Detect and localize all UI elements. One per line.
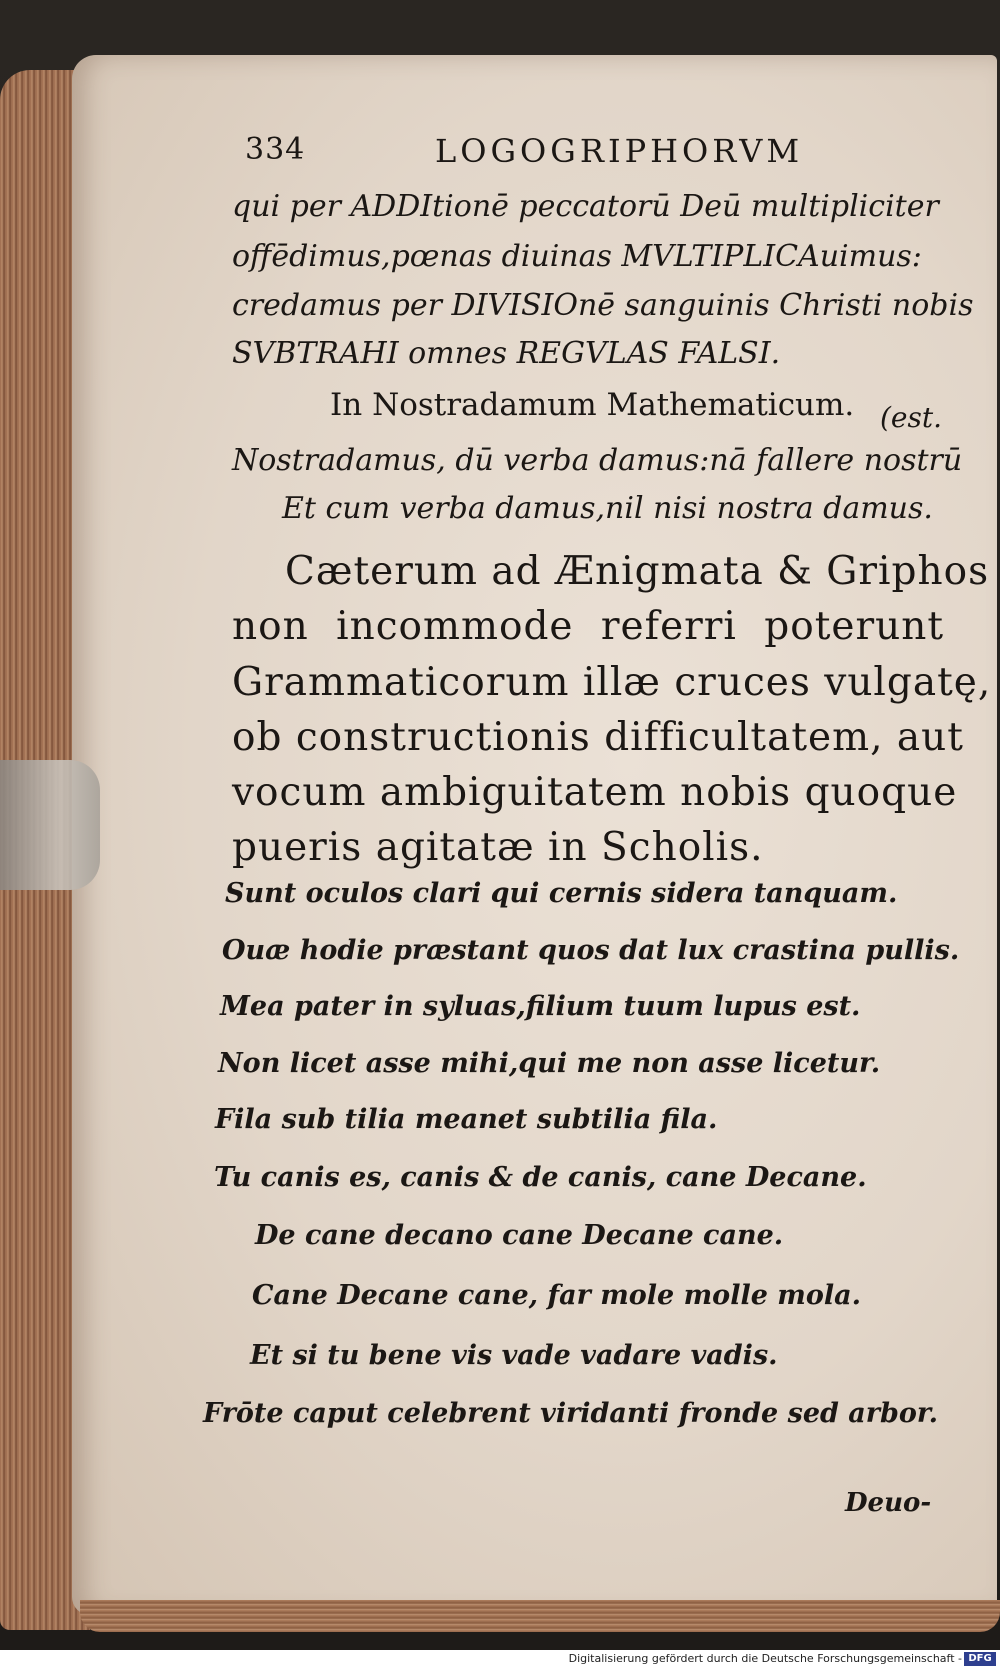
- verse-line: Non licet asse mihi,qui me non asse licetur.: [218, 1048, 881, 1079]
- text-line: Et cum verba damus,nil nisi nostra damus.: [282, 491, 933, 526]
- footer-bar: [0, 1650, 1000, 1669]
- bookmark-clip: [0, 760, 100, 890]
- verse-line: Et si tu bene vis vade vadare vadis.: [250, 1340, 778, 1371]
- paragraph-line: vocum ambiguitatem nobis quoque: [232, 770, 958, 815]
- verse-line: Cane Decane cane, far mole molle mola.: [252, 1280, 862, 1311]
- verse-line: Mea pater in syluas,filium tuum lupus est.: [220, 991, 861, 1022]
- verse-line: De cane decano cane Decane cane.: [255, 1220, 784, 1251]
- catchword: Deuo-: [845, 1488, 932, 1518]
- verse-line: Tu canis es, canis & de canis, cane Decane.: [214, 1162, 867, 1193]
- text-line: offēdimus,pœnas diuinas MVLTIPLICAuimus:: [232, 239, 922, 274]
- text-line: qui per ADDItionē peccatorū Deū multipliciter: [232, 189, 939, 224]
- paragraph-line: Grammaticorum illæ cruces vulgatę,: [232, 660, 992, 705]
- paragraph-line: non incommode referri poterunt: [232, 604, 945, 649]
- dfg-logo: DFG: [964, 1652, 996, 1666]
- text-line: (est.: [880, 401, 943, 434]
- funding-note: Digitalisierung gefördert durch die Deutsche Forschungsgemeinschaft -: [568, 1652, 962, 1665]
- running-title: LOGOGRIPHORVM: [435, 132, 804, 170]
- book-bottom-edge: [80, 1600, 1000, 1632]
- paragraph-line: Cæterum ad Ænigmata & Griphos: [285, 549, 990, 594]
- text-line: SVBTRAHI omnes REGVLAS FALSI.: [232, 336, 781, 371]
- verse-line: Ouæ hodie præstant quos dat lux crastina pullis.: [222, 935, 960, 966]
- paragraph-line: pueris agitatæ in Scholis.: [232, 825, 764, 870]
- verse-line: Fila sub tilia meanet subtilia fila.: [215, 1104, 718, 1135]
- epigram-title: In Nostradamum Mathematicum.: [330, 387, 855, 423]
- paragraph-line: ob constructionis difficultatem, aut: [232, 715, 964, 760]
- text-line: credamus per DIVISIOnē sanguinis Christi nobis: [232, 288, 974, 323]
- text-line: Nostradamus, dū verba damus:nā fallere nostrū: [232, 443, 963, 478]
- verse-line: Frōte caput celebrent viridanti fronde sed arbor.: [203, 1398, 939, 1429]
- verse-line: Sunt oculos clari qui cernis sidera tanquam.: [225, 878, 898, 909]
- page-number: 334: [245, 132, 306, 167]
